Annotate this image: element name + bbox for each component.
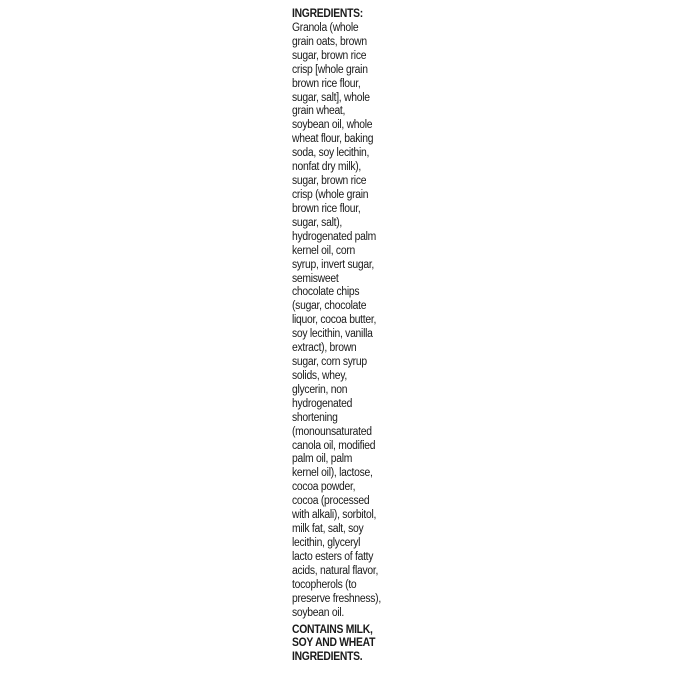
- ingredient-line: hydrogenated: [292, 397, 353, 410]
- ingredient-line: with alkali), sorbitol,: [292, 509, 377, 522]
- ingredient-line: soda, soy lecithin,: [292, 147, 370, 160]
- ingredient-line: sugar, brown rice: [292, 49, 367, 62]
- ingredient-line: (sugar, chocolate: [292, 300, 367, 313]
- allergen-line: CONTAINS MILK,: [292, 623, 373, 636]
- ingredient-line: (monounsaturated: [292, 425, 372, 438]
- ingredient-line: lacto esters of fatty: [292, 550, 374, 563]
- ingredient-line: kernel oil), lactose,: [292, 467, 373, 480]
- ingredient-line: glycerin, non: [292, 383, 348, 396]
- ingredient-line: acids, natural flavor,: [292, 564, 379, 577]
- ingredient-line: extract), brown: [292, 342, 357, 355]
- allergen-line: INGREDIENTS.: [292, 651, 363, 664]
- ingredient-line: soybean oil, whole: [292, 119, 373, 132]
- ingredient-line: sugar, brown rice: [292, 175, 367, 188]
- ingredient-line: wheat flour, baking: [292, 133, 374, 146]
- ingredient-line: liquor, cocoa butter,: [292, 314, 377, 327]
- ingredient-line: tocopherols (to: [292, 578, 357, 591]
- ingredient-line: lecithin, glyceryl: [292, 537, 361, 550]
- ingredient-line: shortening: [292, 411, 338, 424]
- ingredient-line: solids, whey,: [292, 369, 347, 382]
- ingredient-line: milk fat, salt, soy: [292, 523, 364, 536]
- ingredient-line: crisp (whole grain: [292, 188, 369, 201]
- ingredient-line: Granola (whole: [292, 21, 359, 34]
- ingredient-line: grain wheat,: [292, 105, 346, 118]
- ingredient-line: hydrogenated palm: [292, 230, 377, 243]
- allergen-statement: [292, 624, 412, 666]
- ingredient-line: chocolate chips: [292, 286, 360, 299]
- ingredient-line: brown rice flour,: [292, 202, 361, 215]
- ingredient-line: syrup, invert sugar,: [292, 258, 375, 271]
- ingredient-line: sugar, salt], whole: [292, 91, 370, 104]
- ingredient-line: palm oil, palm: [292, 453, 353, 466]
- ingredient-line: cocoa powder,: [292, 481, 356, 494]
- ingredient-line: sugar, corn syrup: [292, 356, 367, 369]
- ingredient-line: kernel oil, corn: [292, 244, 355, 257]
- ingredient-line: soybean oil.: [292, 606, 345, 619]
- ingredient-line: grain oats, brown: [292, 35, 367, 48]
- ingredient-line: canola oil, modified: [292, 439, 376, 452]
- ingredient-line: soy lecithin, vanilla: [292, 328, 373, 341]
- ingredients-heading: INGREDIENTS:: [292, 8, 363, 20]
- allergen-line: SOY AND WHEAT: [292, 637, 376, 650]
- ingredient-line: nonfat dry milk),: [292, 161, 362, 174]
- ingredient-line: crisp [whole grain: [292, 63, 368, 76]
- ingredient-line: preserve freshness),: [292, 592, 381, 605]
- ingredients-list: [292, 22, 412, 621]
- ingredient-line: semisweet: [292, 272, 339, 285]
- ingredient-line: sugar, salt),: [292, 216, 342, 229]
- ingredients-panel: [292, 8, 412, 665]
- ingredient-line: cocoa (processed: [292, 495, 370, 508]
- ingredient-line: brown rice flour,: [292, 77, 361, 90]
